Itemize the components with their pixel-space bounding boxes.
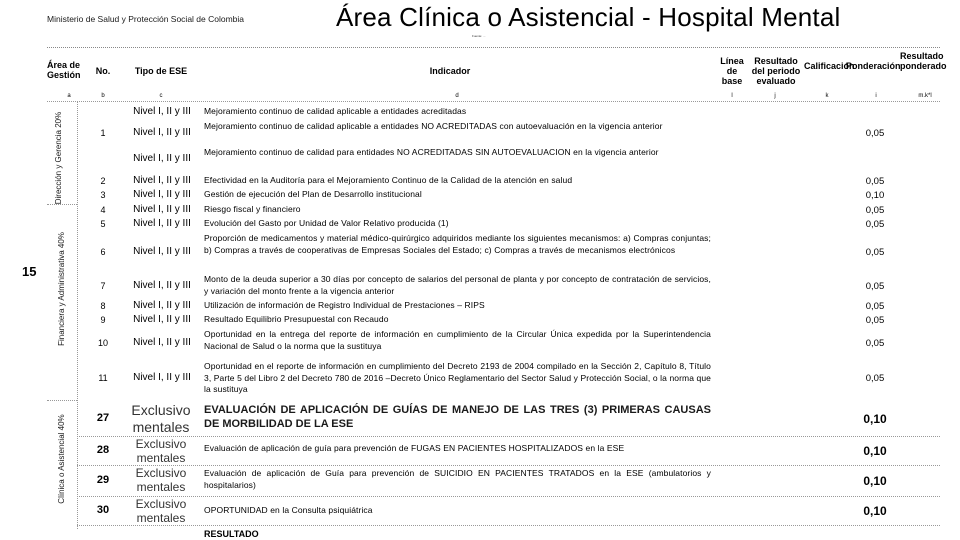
row-ponderacion: 0,05 <box>865 205 885 216</box>
row-ponderacion: 0,05 <box>865 247 885 258</box>
clinical-indicador: OPORTUNIDAD en la Consulta psiquiátrica <box>204 505 373 515</box>
row-tipo: Nivel I, II y III <box>133 127 191 138</box>
area-direccion-label: Dirección y Gerencia 20% <box>54 111 63 205</box>
col-tipo: Tipo de ESE <box>134 66 188 76</box>
page-title: Área Clínica o Asistencial - Hospital Mental <box>336 2 841 32</box>
clinical-ponderacion: 0,10 <box>863 474 887 488</box>
row-indicador: Oportunidad en la entrega del reporte de información en cumplimiento de la Circular Única expedida por la Superintendencia Nacional de Salud o la norma que la sustituya <box>204 329 711 351</box>
row-indicador: Oportunidad en el reporte de información en cumplimiento del Decreto 2193 de 2004 compilado en la Sección 2, Capítulo 8, Título 3, Parte 5 del Libro 2 del Decreto 780 de 2016 –Decreto Único Reglamentario del Sector Salud y Protección Social, o la norma que la sustituya <box>204 361 711 394</box>
ministry-label: Ministerio de Salud y Protección Social de Colombia <box>47 14 245 24</box>
row-number: 11 <box>98 373 108 383</box>
page-number: 15 <box>22 264 37 279</box>
clinical-number: 27 <box>96 412 110 424</box>
col-resultado: Resultado del periodo evaluado <box>751 56 801 86</box>
clinical-row-divider <box>77 496 940 497</box>
row-indicador: Utilización de información de Registro Individual de Prestaciones – RIPS <box>204 300 485 310</box>
row-ponderacion: 0,05 <box>865 219 885 230</box>
col-no: No. <box>95 66 111 76</box>
row-indicador: Mejoramiento continuo de calidad para entidades NO ACREDITADAS SIN AUTOEVALUACION en la vigencia anterior <box>204 147 659 157</box>
clinical-indicador: Evaluación de aplicación de Guía para prevención de SUICIDIO EN PACIENTES TRATADOS en la ESE (ambulatorios y hospitalarios) <box>204 468 711 490</box>
row-number: 7 <box>100 281 106 291</box>
row-tipo: Nivel I, II y III <box>133 175 191 186</box>
clinical-ponderacion: 0,10 <box>863 412 887 426</box>
clinical-tipo: Exclusivo mentales <box>135 497 187 525</box>
row-ponderacion: 0,05 <box>865 315 885 326</box>
clinical-tipo: Exclusivo mentales <box>131 402 191 435</box>
row-number: 2 <box>100 176 106 186</box>
row-ponderacion: 0,10 <box>865 190 885 201</box>
row-tipo: Nivel I, II y III <box>133 300 191 311</box>
row-tipo: Nivel I, II y III <box>133 314 191 325</box>
row-indicador: Resultado Equilibrio Presupuestal con Recaudo <box>204 314 389 324</box>
letter-l: l <box>731 93 733 99</box>
clinical-row-divider <box>77 525 940 526</box>
clinical-ponderacion: 0,10 <box>863 504 887 518</box>
row-number: 8 <box>100 301 106 311</box>
row-indicador: Proporción de medicamentos y material médico-quirúrgico adquiridos mediante los siguientes mecanismos: a) Compras conjuntas; b) Compras a través de cooperativas de Empresas Sociales del Estado; c) Compras a través de mecanismos electrónicos <box>204 233 711 255</box>
clinical-ponderacion: 0,10 <box>863 444 887 458</box>
header-divider <box>47 47 940 48</box>
row-indicador: Riesgo fiscal y financiero <box>204 204 301 214</box>
row-indicador: Gestión de ejecución del Plan de Desarrollo institucional <box>204 189 422 199</box>
letter-last: m.k*l <box>918 93 932 99</box>
row-ponderacion: 0,05 <box>865 338 885 349</box>
letter-divider <box>47 101 940 102</box>
row-tipo: Nivel I, II y III <box>133 153 191 164</box>
resultado-label: RESULTADO <box>204 529 259 539</box>
area-clinica-label: Clínica o Asistencial 40% <box>57 414 66 504</box>
row-indicador: Efectividad en la Auditoría para el Mejoramiento Continuo de la Calidad de la atención en salud <box>204 175 573 185</box>
row-indicador: Mejoramiento continuo de calidad aplicable a entidades NO ACREDITADAS con autoevaluación en la vigencia anterior <box>204 121 663 131</box>
row-number: 6 <box>100 247 106 257</box>
letter-a: a <box>67 93 71 99</box>
letter-b: b <box>101 93 105 99</box>
clinical-tipo: Exclusivo mentales <box>135 437 187 465</box>
row-number: 4 <box>100 205 106 215</box>
clinical-indicador: Evaluación de aplicación de guía para prevención de FUGAS EN PACIENTES HOSPITALIZADOS en la ESE <box>204 443 625 453</box>
col-area: Área de Gestión <box>47 60 81 80</box>
row-tipo: Nivel I, II y III <box>133 337 191 348</box>
source-note: Fuente: ... <box>472 34 486 38</box>
letter-j: j <box>774 93 776 99</box>
area-divider-1 <box>47 204 77 205</box>
row-ponderacion: 0,05 <box>865 301 885 312</box>
col-ponderacion: Ponderación <box>846 61 901 71</box>
letter-i: i <box>875 93 877 99</box>
letter-d: d <box>455 93 459 99</box>
row-tipo: Nivel I, II y III <box>133 246 191 257</box>
clinical-tipo: Exclusivo mentales <box>135 466 187 494</box>
row-tipo: Nivel I, II y III <box>133 204 191 215</box>
letter-c: c <box>159 93 163 99</box>
clinical-number: 28 <box>96 444 110 456</box>
row-number: 3 <box>100 190 106 200</box>
clinical-number: 30 <box>96 504 110 516</box>
row-ponderacion: 0,05 <box>865 373 885 384</box>
col-resultado-ponderado: Resultado ponderado <box>900 51 947 71</box>
row-tipo: Nivel I, II y III <box>133 106 191 117</box>
clinical-row-divider <box>77 436 940 437</box>
row-number: 10 <box>97 338 108 348</box>
row-indicador: Mejoramiento continuo de calidad aplicable a entidades acreditadas <box>204 106 467 116</box>
row-ponderacion: 0,05 <box>865 176 885 187</box>
row-indicador: Monto de la deuda superior a 30 días por concepto de salarios del personal de planta y por concepto de contratación de servicios, y variación del monto frente a la vigencia anterior <box>204 274 711 296</box>
row-indicador: Evolución del Gasto por Unidad de Valor Relativo producida (1) <box>204 218 449 228</box>
clinical-row-divider <box>77 465 940 466</box>
area-divider-2 <box>47 400 77 401</box>
letter-k: k <box>825 93 829 99</box>
col-linea-base: Línea de base <box>720 56 744 86</box>
row-tipo: Nivel I, II y III <box>133 280 191 291</box>
col-calificacion: Calificación <box>804 61 855 71</box>
row-tipo: Nivel I, II y III <box>133 218 191 229</box>
row-ponderacion: 0,05 <box>865 281 885 292</box>
row-tipo: Nivel I, II y III <box>133 372 191 383</box>
col-indicador: Indicador <box>429 66 471 76</box>
area-financiera-label: Financiera y Administrativa 40% <box>57 232 66 346</box>
clinical-indicador: EVALUACIÓN DE APLICACIÓN DE GUÍAS DE MANEJO DE LAS TRES (3) PRIMERAS CAUSAS DE MORBILIDAD DE LA ESE <box>204 404 711 430</box>
row-number: 1 <box>100 128 106 138</box>
clinical-number: 29 <box>96 474 110 486</box>
row-ponderacion: 0,05 <box>865 128 885 139</box>
row-tipo: Nivel I, II y III <box>133 189 191 200</box>
row-number: 9 <box>100 315 106 325</box>
row-number: 5 <box>100 219 106 229</box>
